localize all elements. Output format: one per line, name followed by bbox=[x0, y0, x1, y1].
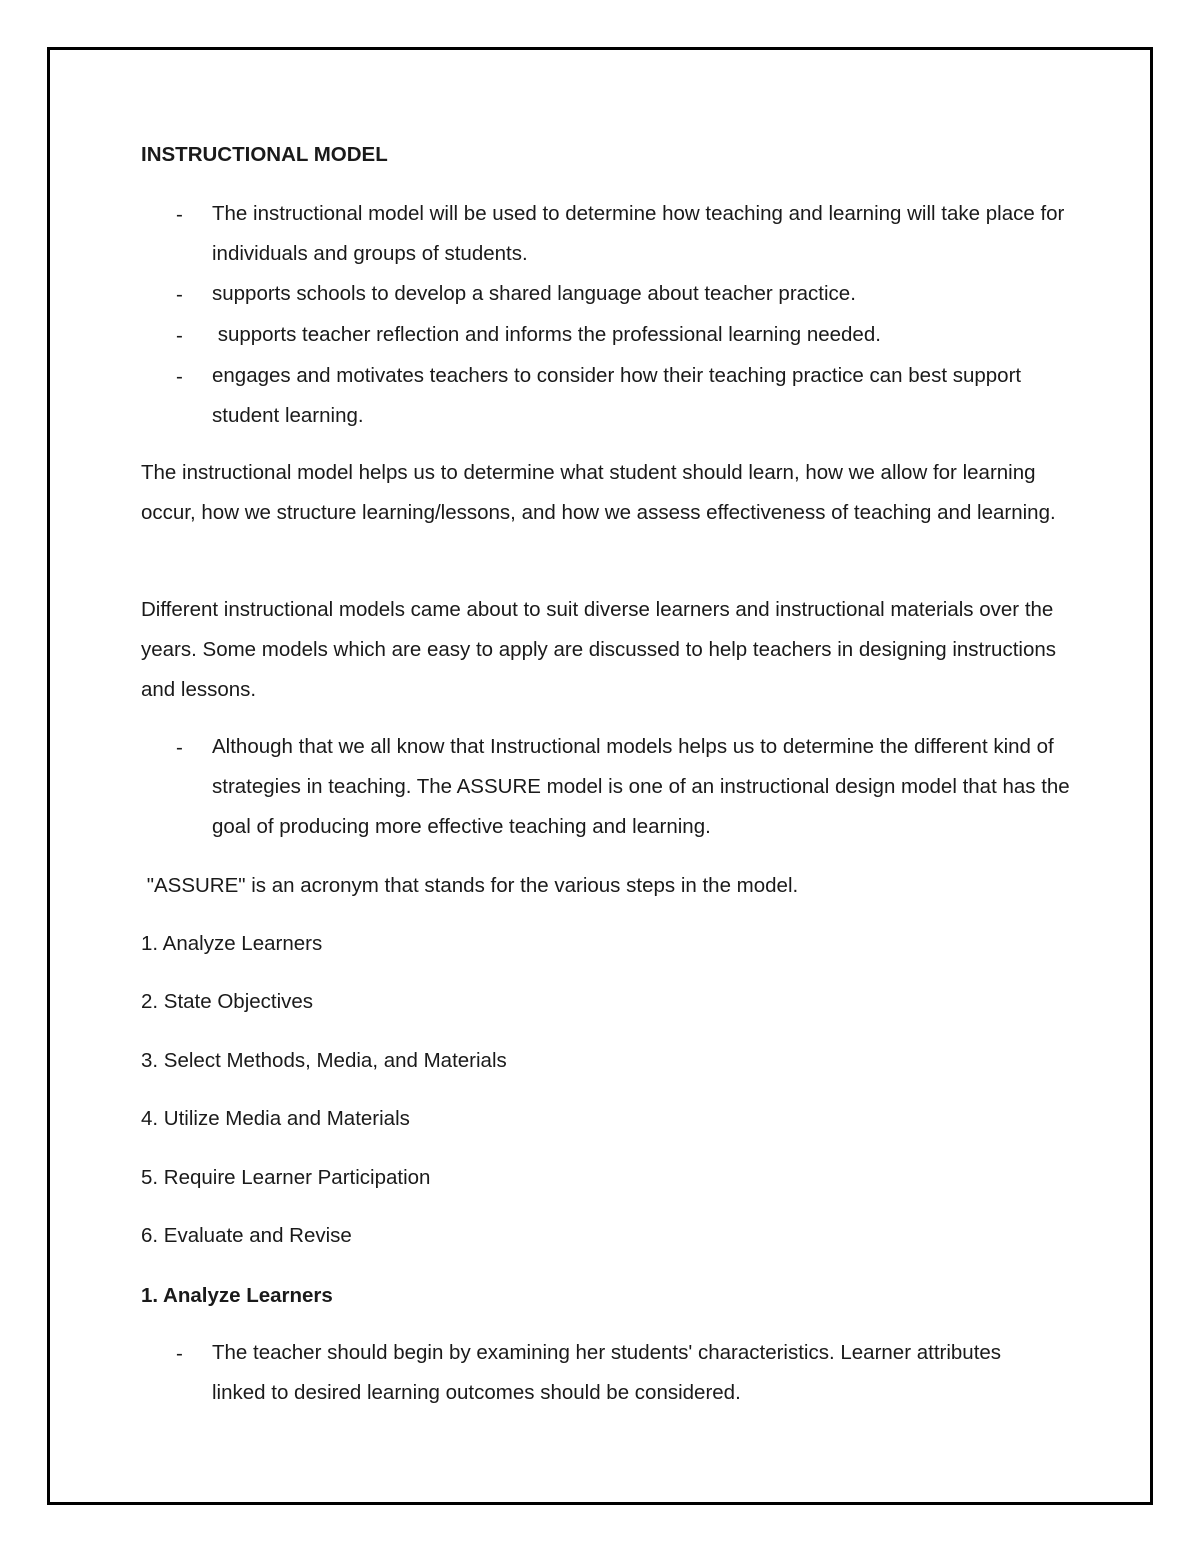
bullet-dash: - bbox=[176, 736, 183, 759]
bullet-text: engages and motivates teachers to consider how their teaching practice can best support student learning. bbox=[212, 364, 1022, 427]
bullet-text: The teacher should begin by examining her students' characteristics. Learner attributes linked to desired learning outcomes should be considered. bbox=[212, 1341, 1002, 1404]
document-title: INSTRUCTIONAL MODEL bbox=[141, 143, 388, 166]
paragraph: Different instructional models came about to suit diverse learners and instructional materials over the years. Some models which are easy to apply are discussed to help teachers in designing instructions and lessons. bbox=[141, 598, 1057, 701]
bullet-dash: - bbox=[176, 365, 183, 388]
bullet-text: supports teacher reflection and informs the professional learning needed. bbox=[212, 323, 881, 346]
step-item: 4. Utilize Media and Materials bbox=[141, 1107, 410, 1130]
step-item: 5. Require Learner Participation bbox=[141, 1166, 431, 1189]
bullet-text: Although that we all know that Instructional models helps us to determine the different kind of strategies in teaching. The ASSURE model is one of an instructional design model that has the goal of producing more effective teaching and learning. bbox=[212, 735, 1070, 838]
bullet-text: The instructional model will be used to determine how teaching and learning will take place for individuals and groups of students. bbox=[212, 202, 1065, 265]
section-heading: 1. Analyze Learners bbox=[141, 1284, 333, 1307]
step-item: 6. Evaluate and Revise bbox=[141, 1224, 352, 1247]
bullet-dash: - bbox=[176, 203, 183, 226]
paragraph: The instructional model helps us to determine what student should learn, how we allow for learning occur, how we structure learning/lessons, and how we assess effectiveness of teaching and learning. bbox=[141, 461, 1056, 524]
assure-intro: "ASSURE" is an acronym that stands for the various steps in the model. bbox=[141, 874, 799, 897]
bullet-text: supports schools to develop a shared language about teacher practice. bbox=[212, 282, 856, 305]
bullet-dash: - bbox=[176, 1342, 183, 1365]
step-item: 3. Select Methods, Media, and Materials bbox=[141, 1049, 507, 1072]
step-item: 1. Analyze Learners bbox=[141, 932, 323, 955]
bullet-dash: - bbox=[176, 324, 183, 347]
step-item: 2. State Objectives bbox=[141, 990, 314, 1013]
bullet-dash: - bbox=[176, 283, 183, 306]
